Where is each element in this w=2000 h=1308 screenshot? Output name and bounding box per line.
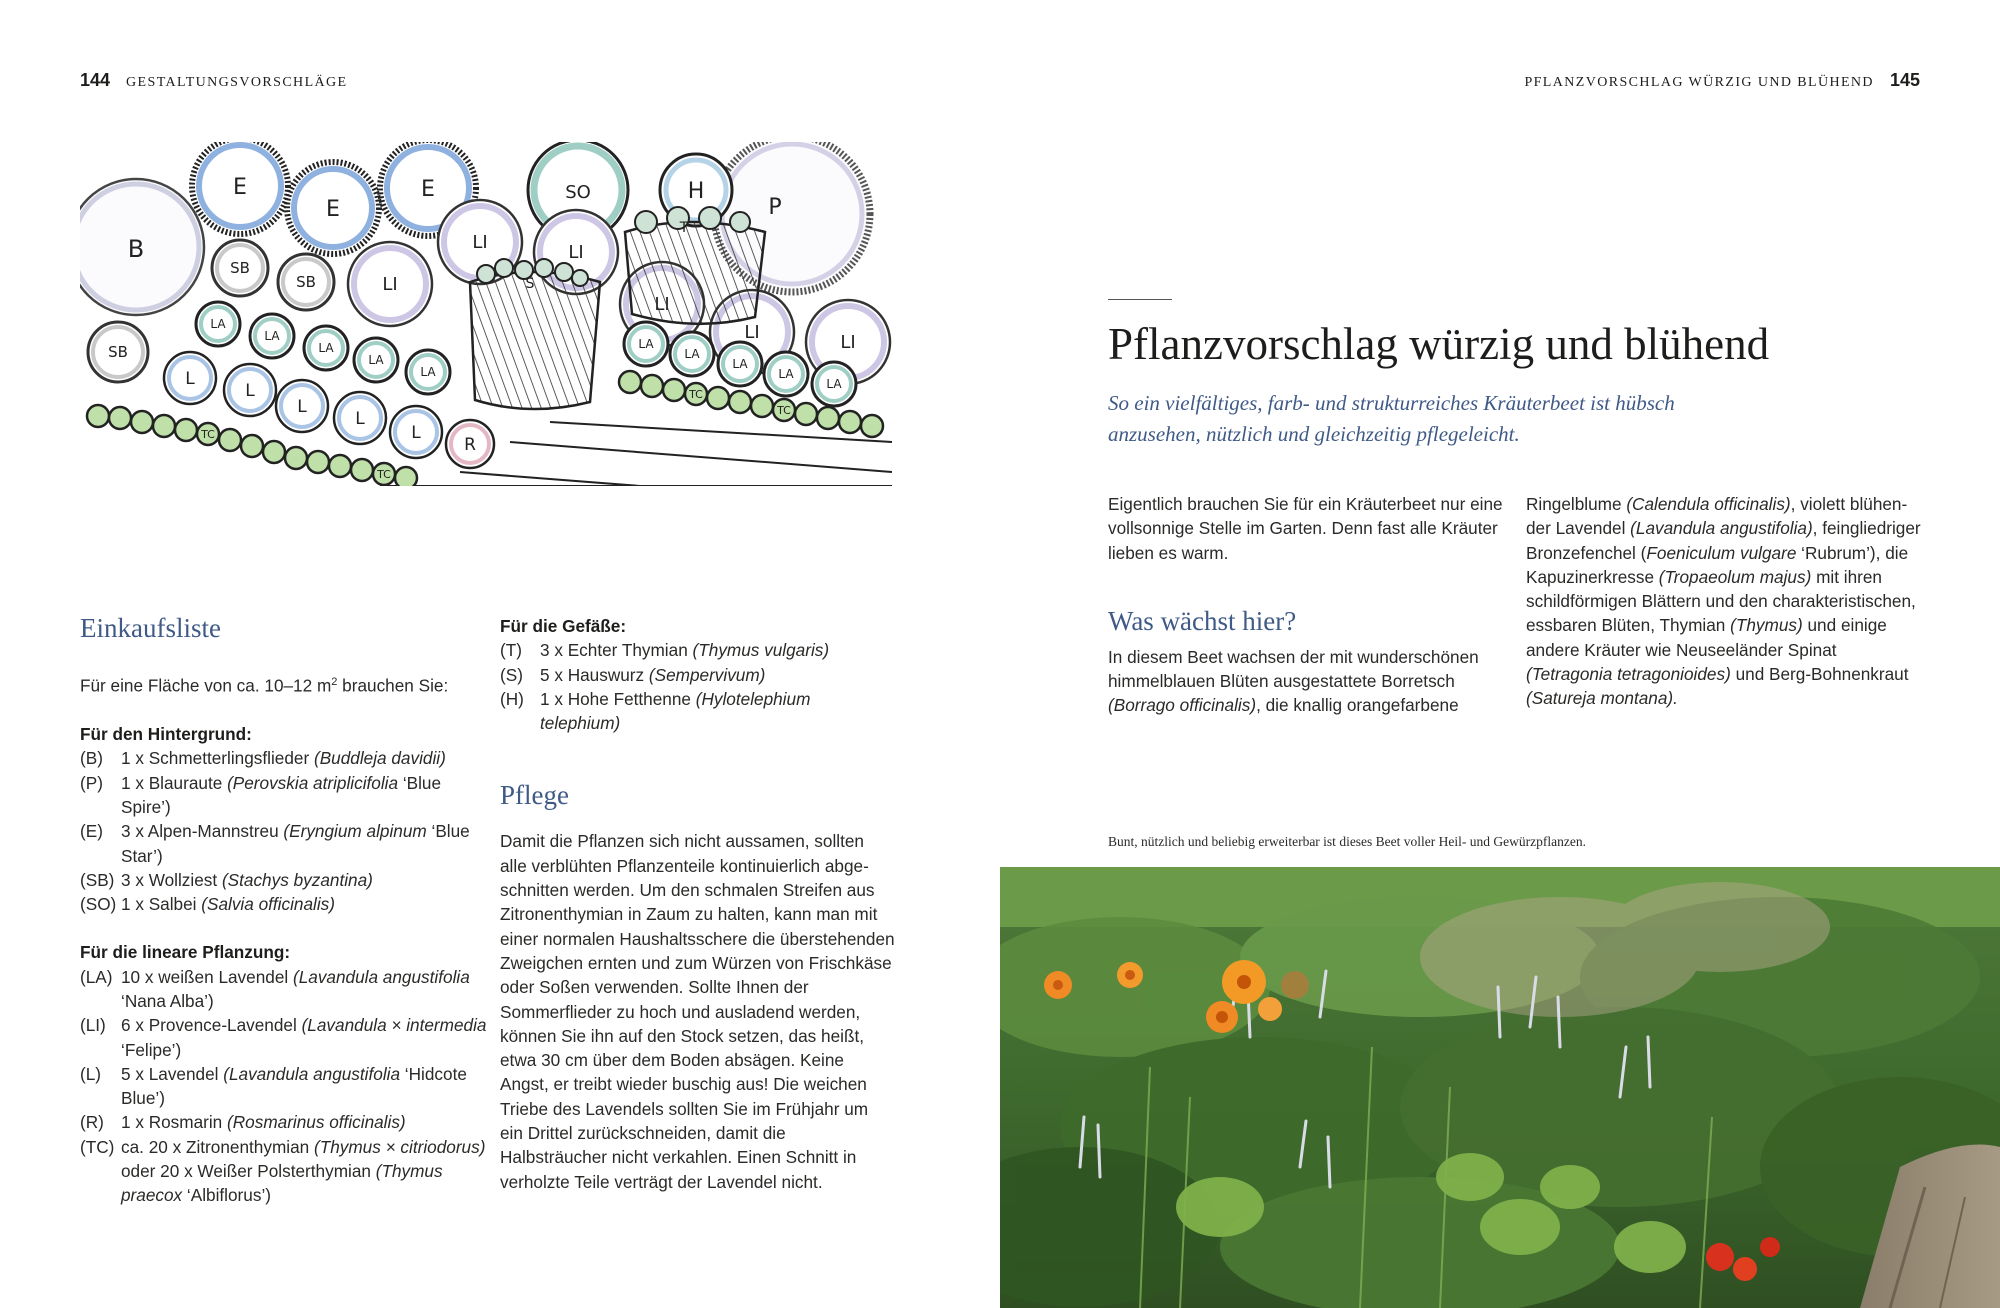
linear-planting-heading: Für die lineare Pflanzung: (80, 942, 291, 963)
care-paragraph: Damit die Pflanzen sich nicht aussamen, sollten alle verblühten Pflanzenteile kontinuierlich abgeschnitten werden. Um den schmalen Streifen aus Zitronenthymian in Zaum zu halten, kann man mit einer normalen Haushaltsschere die überstehenden Zweigchen ernten und zum Würzen von Frischkäse oder Soßen verwenden. Sollte Ihnen der Sommerflieder zu hoch und ausladend werden, können Sie ihn auf den Stock setzen, das heißt, etwa 30 cm über dem Boden absägen. Keine Angst, er treibt wieder buschig aus! Die weichen Triebe des Lavendels sollten Sie im Frühjahr um ein Drittel zurückschneiden, damit die Halbsträucher nicht verkahlen. Einen Schnitt in verholzte Teile verträgt der Lavendel nicht. (500, 831, 895, 1192)
svg-text:LA: LA (264, 329, 280, 343)
linear-plant-list (80, 965, 490, 1208)
svg-text:LA: LA (210, 317, 226, 331)
background-heading: Für den Hintergrund: (80, 724, 252, 745)
stachys-circle (88, 322, 148, 382)
butterfly-bush-circle (80, 179, 204, 315)
list-item: (S) 5 x Hauswurz (Sempervivum) (500, 664, 766, 685)
list-item: (LA) 10 x weißen Lavendel (Lavandula angustifolia ‘Nana Alba’) (80, 966, 470, 1011)
svg-text:TC: TC (201, 428, 215, 441)
svg-text:TC: TC (689, 388, 703, 401)
svg-text:L: L (297, 397, 307, 417)
section-title-right: PFLANZVORSCHLAG WÜRZIG UND BLÜHEND (1524, 75, 1874, 90)
article-column-2 (1526, 492, 1926, 711)
planting-plan-illustration (80, 142, 892, 486)
container-pot (470, 259, 600, 409)
svg-text:LA: LA (368, 353, 384, 367)
svg-text:LA: LA (638, 337, 654, 351)
white-lavender-circle (624, 322, 668, 366)
svg-text:SO: SO (565, 182, 591, 203)
svg-text:LA: LA (420, 365, 436, 379)
svg-text:TC: TC (777, 404, 791, 417)
svg-text:E: E (233, 175, 247, 200)
background-plant-list (80, 746, 490, 916)
lead-paragraph: So ein vielfältiges, farb- und strukturreiches Kräuterbeet ist hübsch anzusehen, nützlich und gleichzeitig pflegeleicht. (1108, 391, 1675, 446)
list-item: (E) 3 x Alpen-Mannstreu (Eryngium alpinum ‘Blue Star’) (80, 821, 470, 866)
svg-text:LI: LI (382, 274, 398, 295)
white-lavender-circle (670, 332, 714, 376)
svg-text:LI: LI (744, 322, 760, 343)
section-title-left: GESTALTUNGSVORSCHLÄGE (126, 75, 348, 90)
plant-description-paragraph: Ringelblume (Calendula officinalis), violett blühender Lavendel (Lavandula angustifolia), feingliedriger Bronzefenchel (Foeniculum vulgare ‘Rubrum’), die Kapuzinerkresse (Tropaeolum majus) mit ihren schildförmigen Blättern und den charakteristischen, essbaren Blüten, Thymian (Thymus) und einige andere Kräuter wie Neuseeländer Spinat (Tetragonia tetragonioides) und Berg-Bohnenkraut (Satureja montana). (1526, 494, 1921, 709)
page-number-right: 145 (1889, 70, 1920, 90)
article-column-1 (1108, 492, 1504, 718)
shopping-list (80, 612, 490, 1208)
svg-text:P: P (768, 195, 782, 220)
rosemary-circle (446, 420, 494, 468)
svg-text:E: E (326, 197, 340, 222)
svg-text:S: S (525, 276, 535, 292)
svg-text:LA: LA (732, 357, 748, 371)
svg-text:SB: SB (230, 259, 250, 277)
shopping-list-heading: Einkaufsliste (80, 613, 221, 643)
svg-text:SB: SB (108, 343, 128, 361)
white-lavender-circle (406, 350, 450, 394)
white-lavender-circle (718, 342, 762, 386)
care-heading: Pflege (500, 780, 569, 811)
svg-text:B: B (127, 235, 145, 263)
svg-text:LA: LA (684, 347, 700, 361)
svg-text:T: T (679, 220, 689, 236)
svg-text:SB: SB (296, 273, 316, 291)
white-lavender-circle (354, 338, 398, 382)
list-item: (R) 1 x Rosmarin (Rosmarinus officinalis) (80, 1112, 406, 1133)
svg-text:LA: LA (778, 367, 794, 381)
list-item: (SO) 1 x Salbei (Salvia officinalis) (80, 894, 335, 915)
container-plant-list (500, 638, 895, 735)
list-item: (LI) 6 x Provence-Lavendel (Lavandula × intermedia ‘Felipe’) (80, 1015, 487, 1060)
white-lavender-circle (250, 314, 294, 358)
container-pot (625, 207, 765, 324)
what-grows-paragraph: In diesem Beet wachsen der mit wunderschönen himmelblauen Blüten ausgestattete Borretsch (Borrago officinalis), die knallig orangefarbene (1108, 646, 1479, 716)
white-lavender-circle (304, 326, 348, 370)
lavender-circle (390, 406, 442, 458)
page-title: Pflanzvorschlag würzig und blühend (1108, 319, 1770, 369)
stachys-circle (278, 254, 334, 310)
stachys-circle (212, 240, 268, 296)
intro-paragraph: Eigentlich brauchen Sie für ein Kräuterbeet nur eine vollsonnige Stelle im Garten. Denn fast alle Kräuter lieben es warm. (1108, 494, 1503, 563)
svg-text:LA: LA (318, 341, 334, 355)
svg-text:L: L (355, 409, 365, 429)
svg-text:LI: LI (568, 242, 584, 263)
containers-and-care (500, 614, 895, 1194)
svg-text:L: L (411, 423, 421, 443)
list-item: (P) 1 x Blauraute (Perovskia atriplicifolia ‘Blue Spire’) (80, 772, 442, 817)
white-lavender-circle (764, 352, 808, 396)
what-grows-heading: Was wächst hier? (1108, 605, 1297, 636)
lavender-circle (276, 380, 328, 432)
list-item: (L) 5 x Lavendel (Lavandula angustifolia ‘Hidcote Blue’) (80, 1063, 467, 1109)
svg-text:E: E (421, 177, 435, 202)
svg-text:LI: LI (840, 332, 856, 353)
page-number-left: 144 (80, 70, 111, 90)
svg-text:L: L (185, 369, 195, 389)
svg-text:LA: LA (826, 377, 842, 391)
lavender-circle (334, 392, 386, 444)
running-head-right (1524, 70, 1920, 92)
svg-text:LI: LI (472, 232, 488, 253)
svg-text:H: H (687, 179, 705, 204)
white-lavender-circle (812, 362, 856, 406)
list-item: (B) 1 x Schmetterlingsflieder (Buddleja davidii) (80, 748, 446, 769)
lavender-circle (164, 352, 216, 404)
containers-heading: Für die Gefäße: (500, 616, 627, 636)
svg-text:L: L (245, 381, 255, 401)
title-rule (1108, 299, 1172, 300)
list-item: (SB) 3 x Wollziest (Stachys byzantina) (80, 869, 373, 890)
eryngium-circle (287, 162, 379, 254)
svg-text:R: R (464, 435, 476, 455)
provence-lavender-circle (348, 242, 432, 326)
list-item: (T) 3 x Echter Thymian (Thymus vulgaris) (500, 640, 830, 661)
svg-text:TC: TC (377, 468, 391, 481)
herb-bed-photo (1000, 867, 2000, 1308)
running-head-left (80, 70, 348, 92)
lavender-circle (224, 364, 276, 416)
eryngium-circle (192, 142, 288, 234)
photo-caption: Bunt, nützlich und beliebig erweiterbar ist dieses Beet voller Heil- und Gewürzpflanzen. (1108, 834, 1586, 849)
white-lavender-circle (196, 302, 240, 346)
area-intro: Für eine Fläche von ca. 10–12 $m^2$ brauchen Sie: (80, 675, 449, 696)
list-item: (TC) ca. 20 x Zitronenthymian (Thymus × citriodorus) oder 20 x Weißer Polsterthymian (Thymus praecox ‘Albiflorus’) (80, 1136, 486, 1206)
list-item: (H) 1 x Hohe Fetthenne (Hylotelephium telephium) (500, 688, 811, 734)
